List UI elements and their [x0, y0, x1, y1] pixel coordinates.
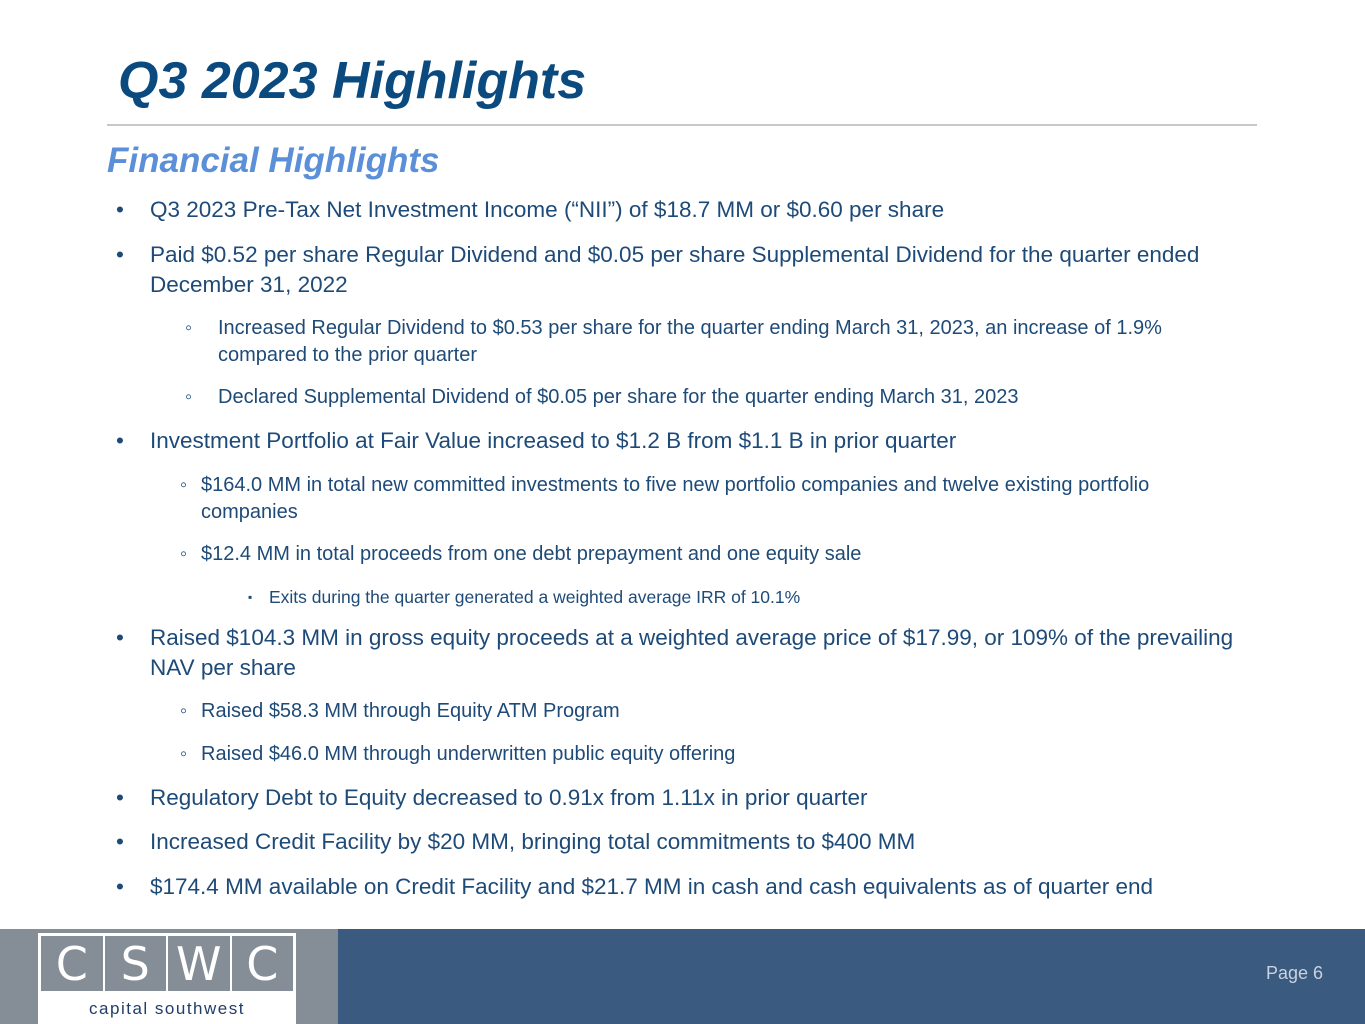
sub-bullet-text: Declared Supplemental Dividend of $0.05 per share for the quarter ending March 31, 2023: [218, 386, 1019, 408]
sub-bullet-text: Raised $46.0 MM through underwritten public equity offering: [201, 743, 736, 765]
bullet-text: Increased Credit Facility by $20 MM, bringing total commitments to $400 MM: [150, 829, 916, 854]
bullet-marker: •: [116, 197, 124, 222]
logo-letter: C: [41, 936, 105, 991]
sub-bullet-text: $12.4 MM in total proceeds from one debt prepayment and one equity sale: [201, 543, 862, 565]
bullet-text: $174.4 MM available on Credit Facility and $21.7 MM in cash and cash equivalents as of quarter end: [150, 874, 1154, 899]
bullet-marker: •: [116, 242, 124, 267]
sub-bullet-text: Increased Regular Dividend to $0.53 per share for the quarter ending March 31, 2023, an increase of 1.9% compared to the prior quarter: [218, 317, 1162, 366]
sub-bullet-marker: ◦: [180, 543, 188, 565]
sub-bullet-text: $164.0 MM in total new committed investments to five new portfolio companies and twelve existing portfolio companies: [201, 474, 1150, 523]
bullet-marker: •: [116, 785, 124, 810]
sub-bullet-marker: ◦: [180, 700, 188, 722]
logo-letter: C: [246, 936, 279, 991]
bullet-marker: •: [116, 829, 124, 854]
section-subtitle: Financial Highlights: [107, 141, 440, 180]
sub-sub-bullet-text: Exits during the quarter generated a weighted average IRR of 10.1%: [269, 587, 801, 607]
bullet-text: Investment Portfolio at Fair Value increased to $1.2 B from $1.1 B in prior quarter: [150, 428, 957, 453]
bullet-marker: •: [116, 428, 124, 453]
sub-bullet-marker: ◦: [180, 474, 188, 496]
logo-subtitle: capital southwest: [89, 999, 245, 1018]
bullet-text: Regulatory Debt to Equity decreased to 0.91x from 1.11x in prior quarter: [150, 785, 868, 810]
sub-bullet-marker: ◦: [185, 317, 193, 339]
logo-letter: S: [105, 936, 169, 991]
title-divider: [107, 124, 1257, 126]
footer-bar: [338, 929, 1365, 1024]
logo-letter: W: [168, 936, 232, 991]
sub-sub-bullet-marker: ▪: [248, 590, 253, 604]
bullet-text: Q3 2023 Pre-Tax Net Investment Income (“NII”) of $18.7 MM or $0.60 per share: [150, 197, 945, 222]
page-number: Page 6: [1265, 963, 1323, 983]
sub-bullet-text: Raised $58.3 MM through Equity ATM Program: [201, 700, 620, 722]
bullet-text: Paid $0.52 per share Regular Dividend and $0.05 per share Supplemental Dividend for the quarter ended December 31, 2022: [150, 242, 1200, 297]
bullet-marker: •: [116, 874, 124, 899]
bullet-text: Raised $104.3 MM in gross equity proceeds at a weighted average price of $17.99, or 109% of the prevailing NAV per share: [150, 625, 1234, 680]
sub-bullet-marker: ◦: [185, 386, 193, 408]
bullet-marker: •: [116, 625, 124, 650]
slide-title: Q3 2023 Highlights: [118, 52, 587, 110]
company-logo: [38, 933, 296, 1024]
logo-letter-boxes: [41, 936, 293, 991]
sub-bullet-marker: ◦: [180, 743, 188, 765]
